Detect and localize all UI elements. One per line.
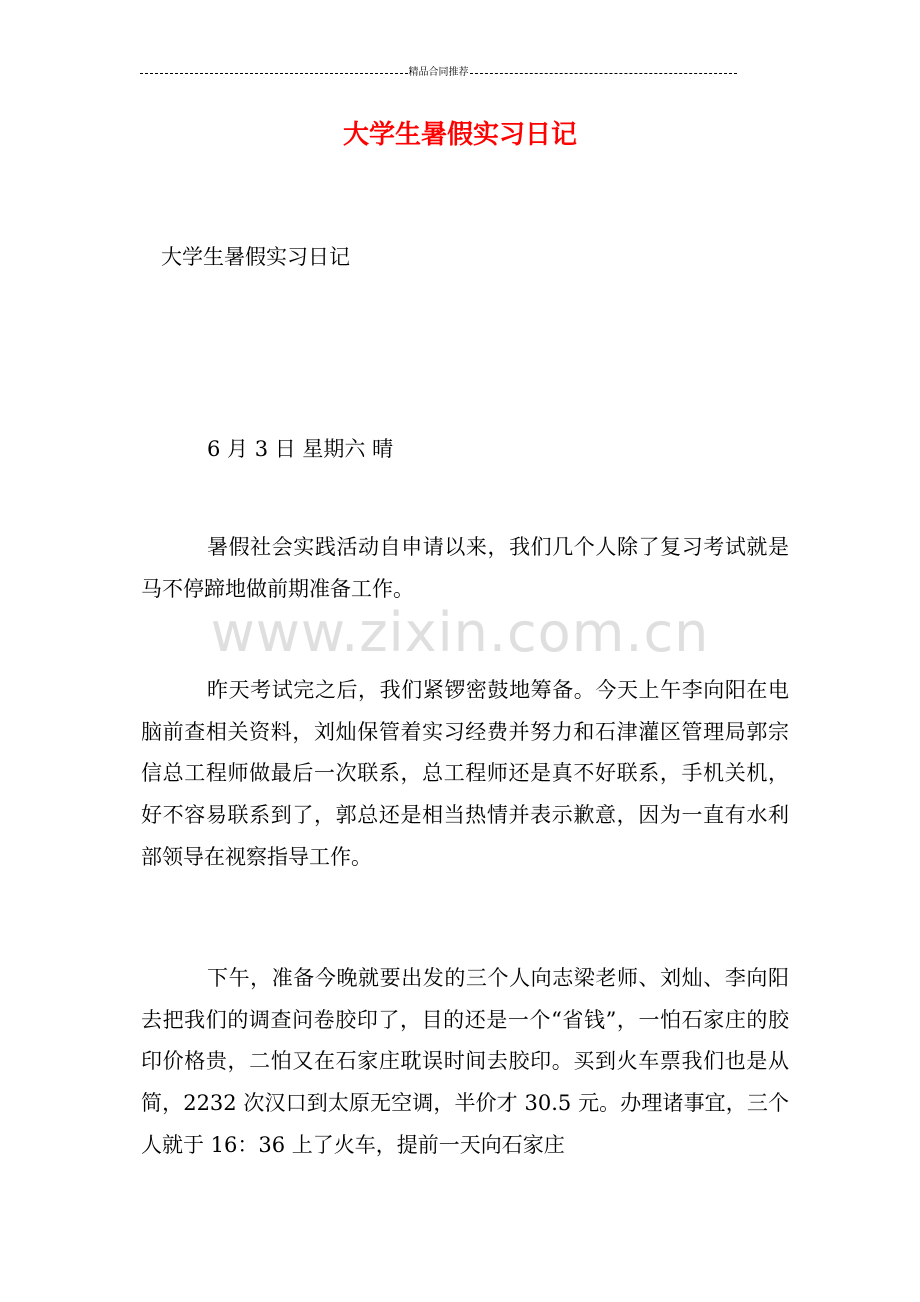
header-dash-left: [140, 73, 408, 74]
header-label: 精品合同推荐: [408, 67, 469, 78]
header-divider: [140, 66, 737, 80]
watermark: www.zixin.com.cn: [210, 601, 710, 664]
header-dash-right: [470, 73, 738, 74]
paragraph: 暑假社会实践活动自申请以来，我们几个人除了复习考试就是马不停蹄地做前期准备工作。: [141, 535, 789, 601]
paragraph: 昨天考试完之后，我们紧锣密鼓地筹备。今天上午李向阳在电脑前查相关资料，刘灿保管着实习经费并努力和石津灌区管理局郭宗信总工程师做最后一次联系，总工程师还是真不好联系，手机关机，好不容易联系到了，郭总还是相当热情并表示歉意，因为一直有水利部领导在视察指导工作。: [141, 678, 789, 869]
document-subtitle: 大学生暑假实习日记: [161, 245, 350, 269]
document-title: 大学生暑假实习日记: [342, 120, 577, 150]
paragraph: 下午，准备今晚就要出发的三个人向志梁老师、刘灿、李向阳去把我们的调查问卷胶印了，目的还是一个“省钱”，一怕石家庄的胶印价格贵，二怕又在石家庄耽误时间去胶印。买到火车票我们也是从简，2232 次汉口到太原无空调，半价才 30.5 元。办理诸事宜，三个人就于 16：36 上了火车，提前一天向石家庄: [141, 966, 789, 1157]
diary-date-line: 6 月 3 日 星期六 晴: [207, 437, 394, 461]
